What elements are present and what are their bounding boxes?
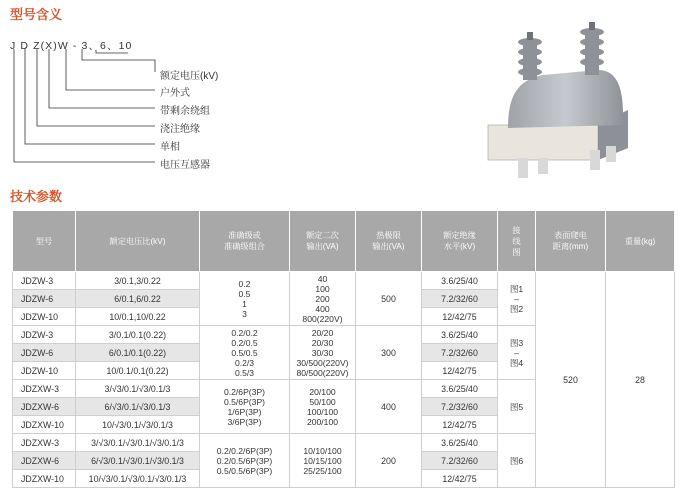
cell-model: JDZXW-6 <box>13 398 76 416</box>
accuracy-value: 0.2/0.2 <box>231 327 258 338</box>
accuracy-value: 0.5 <box>238 288 251 299</box>
secondary-value: 25/25/100 <box>303 465 342 476</box>
secondary-value: 100/100 <box>306 406 339 417</box>
diagram-value: 图6 <box>509 455 524 466</box>
accuracy-value: 0.5/6P(3P) <box>223 396 266 407</box>
cell-secondary <box>290 434 356 488</box>
cell-secondary <box>290 272 356 326</box>
table-row <box>13 272 675 290</box>
accuracy-value: 0.2/3 <box>234 357 255 368</box>
accuracy-value: 0.2/0.5/6P(3P) <box>216 455 273 466</box>
cell-accuracy <box>200 434 290 488</box>
secondary-value: 50/100 <box>309 396 336 407</box>
diagram-value: 图1 <box>509 283 524 294</box>
cell-accuracy <box>200 326 290 380</box>
legend-voltage-transformer: 电压互感器 <box>160 160 210 171</box>
cell-insulation: 12/42/75 <box>422 470 498 488</box>
header-secondary: 额定二次 输出(VA) <box>290 211 356 272</box>
header-model: 型号 <box>13 211 76 272</box>
accuracy-value: 0.5/0.5/6P(3P) <box>216 465 273 476</box>
cell-insulation: 7.2/32/60 <box>422 344 498 362</box>
accuracy-value: 0.5/3 <box>234 367 255 378</box>
cell-model: JDZW-3 <box>13 272 76 290</box>
accuracy-value: 0.2/0.2/6P(3P) <box>216 445 273 456</box>
cell-model: JDZXW-3 <box>13 380 76 398</box>
cell-creepage: 520 <box>536 272 606 488</box>
secondary-value: 40 <box>317 273 328 284</box>
cell-model: JDZW-6 <box>13 290 76 308</box>
accuracy-value: 3 <box>242 308 247 319</box>
legend-single-phase: 单相 <box>160 142 180 153</box>
accuracy-value: 0.2 <box>238 278 251 289</box>
diagram-value: 图3 <box>509 337 524 348</box>
accuracy-value: 0.5/0.5 <box>231 347 258 358</box>
secondary-value: 30/500(220V) <box>296 357 349 368</box>
header-thermal: 热极限 输出(VA) <box>356 211 422 272</box>
diagram-value: 图2 <box>509 303 524 314</box>
voltage-transformer-photo <box>478 10 648 185</box>
section-title-model-meaning: 型号含义 <box>10 7 63 22</box>
secondary-value: 10/15/100 <box>303 455 342 466</box>
cell-model: JDZW-10 <box>13 308 76 326</box>
header-insulation: 额定绝缘 水平(kV) <box>422 211 498 272</box>
accuracy-value: 1/6P(3P) <box>227 406 262 417</box>
cell-ratio: 10/√3/0.1/√3/0.1/√3/0.1/3 <box>76 470 200 488</box>
header-ratio: 额定电压比(kV) <box>76 211 200 272</box>
accuracy-value: 1 <box>242 298 247 309</box>
cell-insulation: 3.6/25/40 <box>422 434 498 452</box>
cell-insulation: 7.2/32/60 <box>422 452 498 470</box>
cell-thermal: 300 <box>356 326 422 380</box>
secondary-value: 200/100 <box>306 416 339 427</box>
header-diagram: 接 线 图 <box>498 211 536 272</box>
header-accuracy: 准确级或 准确级组合 <box>200 211 290 272</box>
secondary-value: 10/10/100 <box>303 445 342 456</box>
section-title-technical-params: 技术参数 <box>10 189 63 204</box>
secondary-value: 400 <box>315 303 330 314</box>
diagram-value: – <box>514 293 519 304</box>
cell-diagram <box>498 380 536 434</box>
cell-accuracy <box>200 272 290 326</box>
cell-ratio: 10/0.1/0.1(0.22) <box>76 362 200 380</box>
cell-insulation: 3.6/25/40 <box>422 326 498 344</box>
cell-ratio: 3/√3/0.1/√3/0.1/3 <box>76 380 200 398</box>
cell-model: JDZW-3 <box>13 326 76 344</box>
cell-ratio: 10/√3/0.1/√3/0.1/3 <box>76 416 200 434</box>
cell-insulation: 7.2/32/60 <box>422 398 498 416</box>
cell-ratio: 6/0.1/0.1(0.22) <box>76 344 200 362</box>
cell-ratio: 3/√3/0.1/√3/0.1/√3/0.1/3 <box>76 434 200 452</box>
secondary-value: 100 <box>315 283 330 294</box>
cell-ratio: 10/0.1,10/0.22 <box>76 308 200 326</box>
header-creepage: 表面爬电 距离(mm) <box>536 211 606 272</box>
legend-residual-winding: 带剩余绕组 <box>160 106 210 117</box>
technical-parameters-table <box>12 210 675 488</box>
cell-diagram <box>498 434 536 488</box>
accuracy-value: 0.2/0.5 <box>231 337 258 348</box>
table-body <box>13 272 675 488</box>
cell-secondary <box>290 326 356 380</box>
cell-model: JDZXW-6 <box>13 452 76 470</box>
secondary-value: 20/100 <box>309 386 336 397</box>
cell-ratio: 6/√3/0.1/√3/0.1/√3/0.1/3 <box>76 452 200 470</box>
cell-thermal: 500 <box>356 272 422 326</box>
secondary-value: 20/20 <box>311 327 334 338</box>
cell-thermal: 200 <box>356 434 422 488</box>
cell-diagram <box>498 326 536 380</box>
cell-diagram <box>498 272 536 326</box>
cell-secondary <box>290 380 356 434</box>
table-header-row <box>13 211 675 272</box>
legend-outdoor: 户外式 <box>160 88 190 99</box>
cell-insulation: 3.6/25/40 <box>422 272 498 290</box>
cell-insulation: 12/42/75 <box>422 416 498 434</box>
cell-model: JDZXW-10 <box>13 416 76 434</box>
secondary-value: 800(220V) <box>302 313 343 324</box>
secondary-value: 20/30 <box>311 337 334 348</box>
cell-accuracy <box>200 380 290 434</box>
secondary-value: 200 <box>315 293 330 304</box>
cell-insulation: 12/42/75 <box>422 308 498 326</box>
cell-ratio: 3/0.1,3/0.22 <box>76 272 200 290</box>
diagram-value: 图4 <box>509 357 524 368</box>
diagram-value: 图5 <box>509 401 524 412</box>
cell-ratio: 3/0.1/0.1(0.22) <box>76 326 200 344</box>
accuracy-value: 3/6P(3P) <box>227 416 262 427</box>
legend-rated-voltage: 额定电压(kV) <box>160 71 219 82</box>
cell-model: JDZXW-10 <box>13 470 76 488</box>
diagram-value: – <box>514 347 519 358</box>
cell-weight: 28 <box>606 272 675 488</box>
cell-insulation: 12/42/75 <box>422 362 498 380</box>
secondary-value: 30/30 <box>311 347 334 358</box>
cell-ratio: 6/√3/0.1/√3/0.1/3 <box>76 398 200 416</box>
cell-ratio: 6/0.1,6/0.22 <box>76 290 200 308</box>
cell-model: JDZW-10 <box>13 362 76 380</box>
model-code: J D Z(X)W - 3、6、10 <box>10 40 133 52</box>
cell-model: JDZXW-3 <box>13 434 76 452</box>
cell-thermal: 400 <box>356 380 422 434</box>
header-weight: 重量(kg) <box>606 211 675 272</box>
cell-model: JDZW-6 <box>13 344 76 362</box>
accuracy-value: 0.2/6P(3P) <box>223 386 266 397</box>
cell-insulation: 7.2/32/60 <box>422 290 498 308</box>
secondary-value: 80/500(220V) <box>296 367 349 378</box>
legend-cast-insulation: 浇注绝缘 <box>160 124 200 135</box>
cell-insulation: 3.6/25/40 <box>422 380 498 398</box>
